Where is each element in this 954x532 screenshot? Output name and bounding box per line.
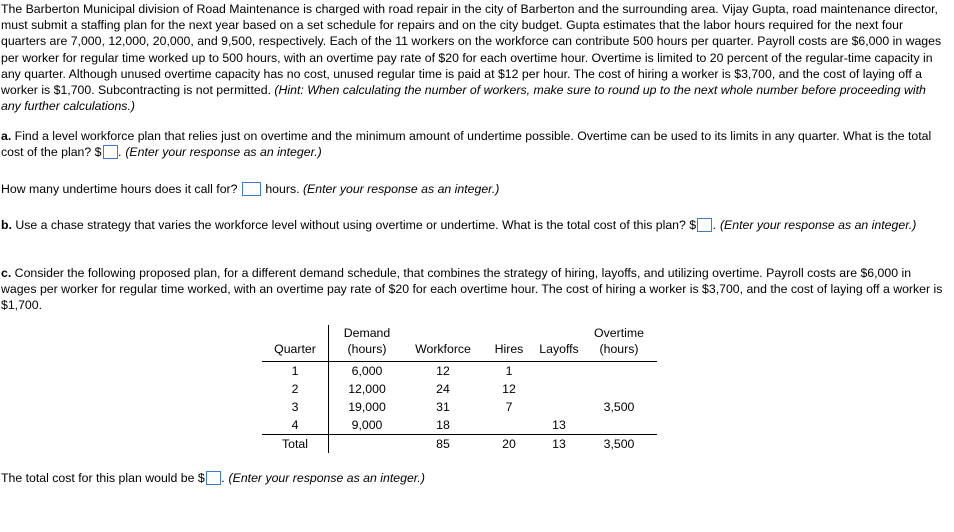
header-demand — [329, 325, 406, 362]
cell-demand: 19,000 — [348, 400, 386, 414]
cell-overtime — [581, 380, 657, 398]
cell-layoffs — [537, 362, 581, 381]
cell-hires: 7 — [505, 400, 513, 414]
cell-overtime: 3,500 — [603, 400, 635, 414]
final-instruction: . (Enter your response as an integer.) — [221, 471, 425, 485]
staffing-plan-table — [262, 325, 657, 453]
header-quarter: Quarter — [262, 325, 329, 362]
part-b-total-cost-input[interactable] — [697, 218, 712, 232]
cell-hires: 12 — [502, 382, 516, 396]
final-total-cost-input[interactable] — [206, 471, 221, 485]
table-row — [262, 362, 657, 381]
part-b-instruction: . (Enter your response as an integer.) — [713, 218, 917, 232]
part-a-total-cost-input[interactable] — [103, 145, 118, 159]
intro-hint: (Hint: When calculating the number of workers, make sure to round up to the next whole number before proceeding with any further calculations.) — [1, 83, 926, 114]
total-label: Total — [262, 435, 329, 454]
intro-text: The Barberton Municipal division of Road Maintenance is charged with road repair in the city of Barberton and the surrounding area. Vijay Gupta, road maintenance director, must submit a staffing plan for the next year based on a set schedule for repairs and on the city budget. Gupta estimates that the labor hours required for the next four quarters are 7,000, 12,000, 20,000, and 9,500, respectively. Each of the 11 workers on the workforce can contribute 500 hours per quarter. Payroll costs are $6,000 in wages per worker for regular time worked up to 500 hours, with an overtime pay rate of $20 for each overtime hour. Overtime is limited to 20 percent of the regular-time capacity in any quarter. Although unused overtime capacity has no cost, unused regular time is paid at $12 per hour. The cost of hiring a worker is $3,700, and the cost of laying off a worker is $1,700. Subcontracting is not permitted. — [1, 2, 942, 98]
cell-workforce: 31 — [436, 400, 450, 414]
undertime-suffix: hours. — [265, 182, 300, 196]
cell-quarter: 1 — [262, 362, 329, 381]
cell-demand: 9,000 — [351, 418, 383, 432]
cell-demand: 6,000 — [351, 364, 383, 378]
part-a-instruction: . (Enter your response as an integer.) — [118, 145, 322, 160]
total-layoffs: 13 — [537, 435, 581, 454]
table-total-row — [262, 435, 657, 454]
cell-workforce: 24 — [436, 382, 450, 396]
part-b-label: b. — [1, 218, 12, 232]
header-demand-line2: (hours) — [347, 342, 387, 356]
undertime-hours-input[interactable] — [242, 182, 261, 196]
part-b-text: Use a chase strategy that varies the workforce level without using overtime or undertime. What is the total cost of this plan? $ — [11, 218, 697, 232]
final-prefix: The total cost for this plan would be $ — [1, 471, 205, 485]
header-overtime-line2: (hours) — [599, 342, 639, 356]
table-row — [262, 416, 657, 435]
table-row — [262, 398, 657, 416]
cell-layoffs: 13 — [552, 418, 566, 432]
cell-quarter: 3 — [262, 398, 329, 416]
header-demand-line1: Demand — [343, 326, 391, 340]
cell-quarter: 2 — [262, 380, 329, 398]
undertime-prefix: How many undertime hours does it call for? — [1, 182, 238, 196]
cell-layoffs — [537, 398, 581, 416]
part-c-label: c. — [1, 266, 12, 280]
total-workforce: 85 — [405, 435, 481, 454]
header-hires: Hires — [481, 325, 537, 362]
cell-overtime — [581, 416, 657, 435]
cell-demand: 12,000 — [348, 382, 386, 396]
cell-overtime — [581, 362, 657, 381]
part-c-description — [1, 265, 945, 314]
part-a-label: a. — [1, 129, 12, 143]
problem-intro — [1, 1, 945, 114]
header-overtime — [581, 325, 657, 362]
total-demand — [329, 435, 406, 454]
cell-layoffs — [537, 380, 581, 398]
header-layoffs: Layoffs — [537, 325, 581, 362]
part-a-text: Find a level workforce plan that relies just on overtime and the minimum amount of undertime possible. Overtime can be used to its limits in any quarter. What is the total cost of the plan? $ — [1, 129, 932, 160]
cell-hires: 1 — [505, 364, 513, 378]
part-a-question — [1, 128, 945, 160]
cell-hires — [481, 416, 537, 435]
cell-workforce: 12 — [436, 364, 450, 378]
cell-workforce: 18 — [436, 418, 450, 432]
part-a-undertime-question — [1, 181, 945, 197]
header-overtime-line1: Overtime — [594, 326, 644, 340]
total-overtime: 3,500 — [581, 435, 657, 454]
total-hires: 20 — [481, 435, 537, 454]
cell-quarter: 4 — [262, 416, 329, 435]
part-b-question — [1, 217, 945, 233]
table-header-row — [262, 325, 657, 362]
part-c-text: Consider the following proposed plan, for a different demand schedule, that combines the strategy of hiring, layoffs, and utilizing overtime. Payroll costs are $6,000 in wages per worker for regular time worked, with an overtime pay rate of $20 for each overtime hour. The cost of hiring a worker is $3,700, and the cost of laying off a worker is $1,700. — [1, 266, 943, 313]
undertime-instruction: (Enter your response as an integer.) — [302, 182, 500, 196]
final-question — [1, 470, 945, 486]
header-workforce: Workforce — [405, 325, 481, 362]
table-row — [262, 380, 657, 398]
